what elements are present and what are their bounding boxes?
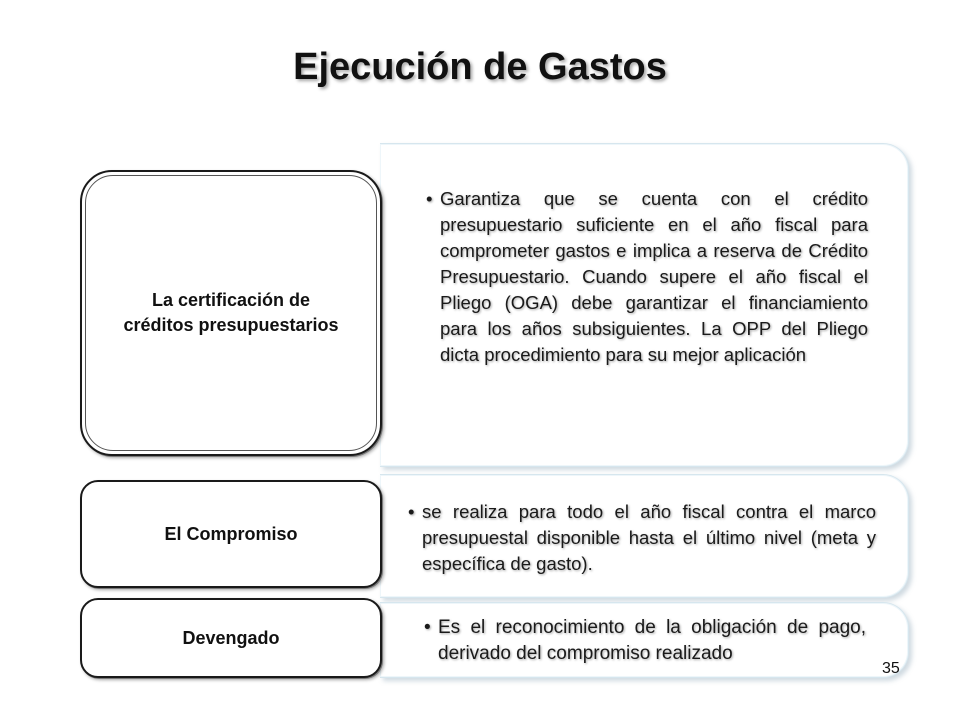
devengado-label [80,598,382,678]
devengado-description-box [380,602,909,678]
devengado-label-text: Devengado [182,627,280,648]
certificacion-label-text: La certificación de créditos presupuestarios [123,290,339,335]
compromiso-description: • se realiza para todo el año fiscal contra el marco presupuestal disponible hasta el último nivel (meta y específica de gasto). [408,499,876,577]
certificacion-label [80,170,382,456]
certificacion-description: • Garantiza que se cuenta con el crédito presupuestario suficiente en el año fiscal para comprometer gastos e implica a reserva de Crédito Presupuestario. Cuando supere el año fiscal el Pliego (OGA) debe garantizar el financiamiento para los años subsiguientes. La OPP del Pliego dicta procedimiento para su mejor aplicación [426,186,868,368]
certificacion-description-box [380,143,909,467]
page-number: 35 [882,660,900,677]
compromiso-label-text: El Compromiso [164,523,298,544]
slide-title: Ejecución de Gastos [293,46,667,88]
compromiso-description-box [380,474,909,598]
devengado-description: • Es el reconocimiento de la obligación de pago, derivado del compromiso realizado [424,615,866,667]
compromiso-label [80,480,382,588]
